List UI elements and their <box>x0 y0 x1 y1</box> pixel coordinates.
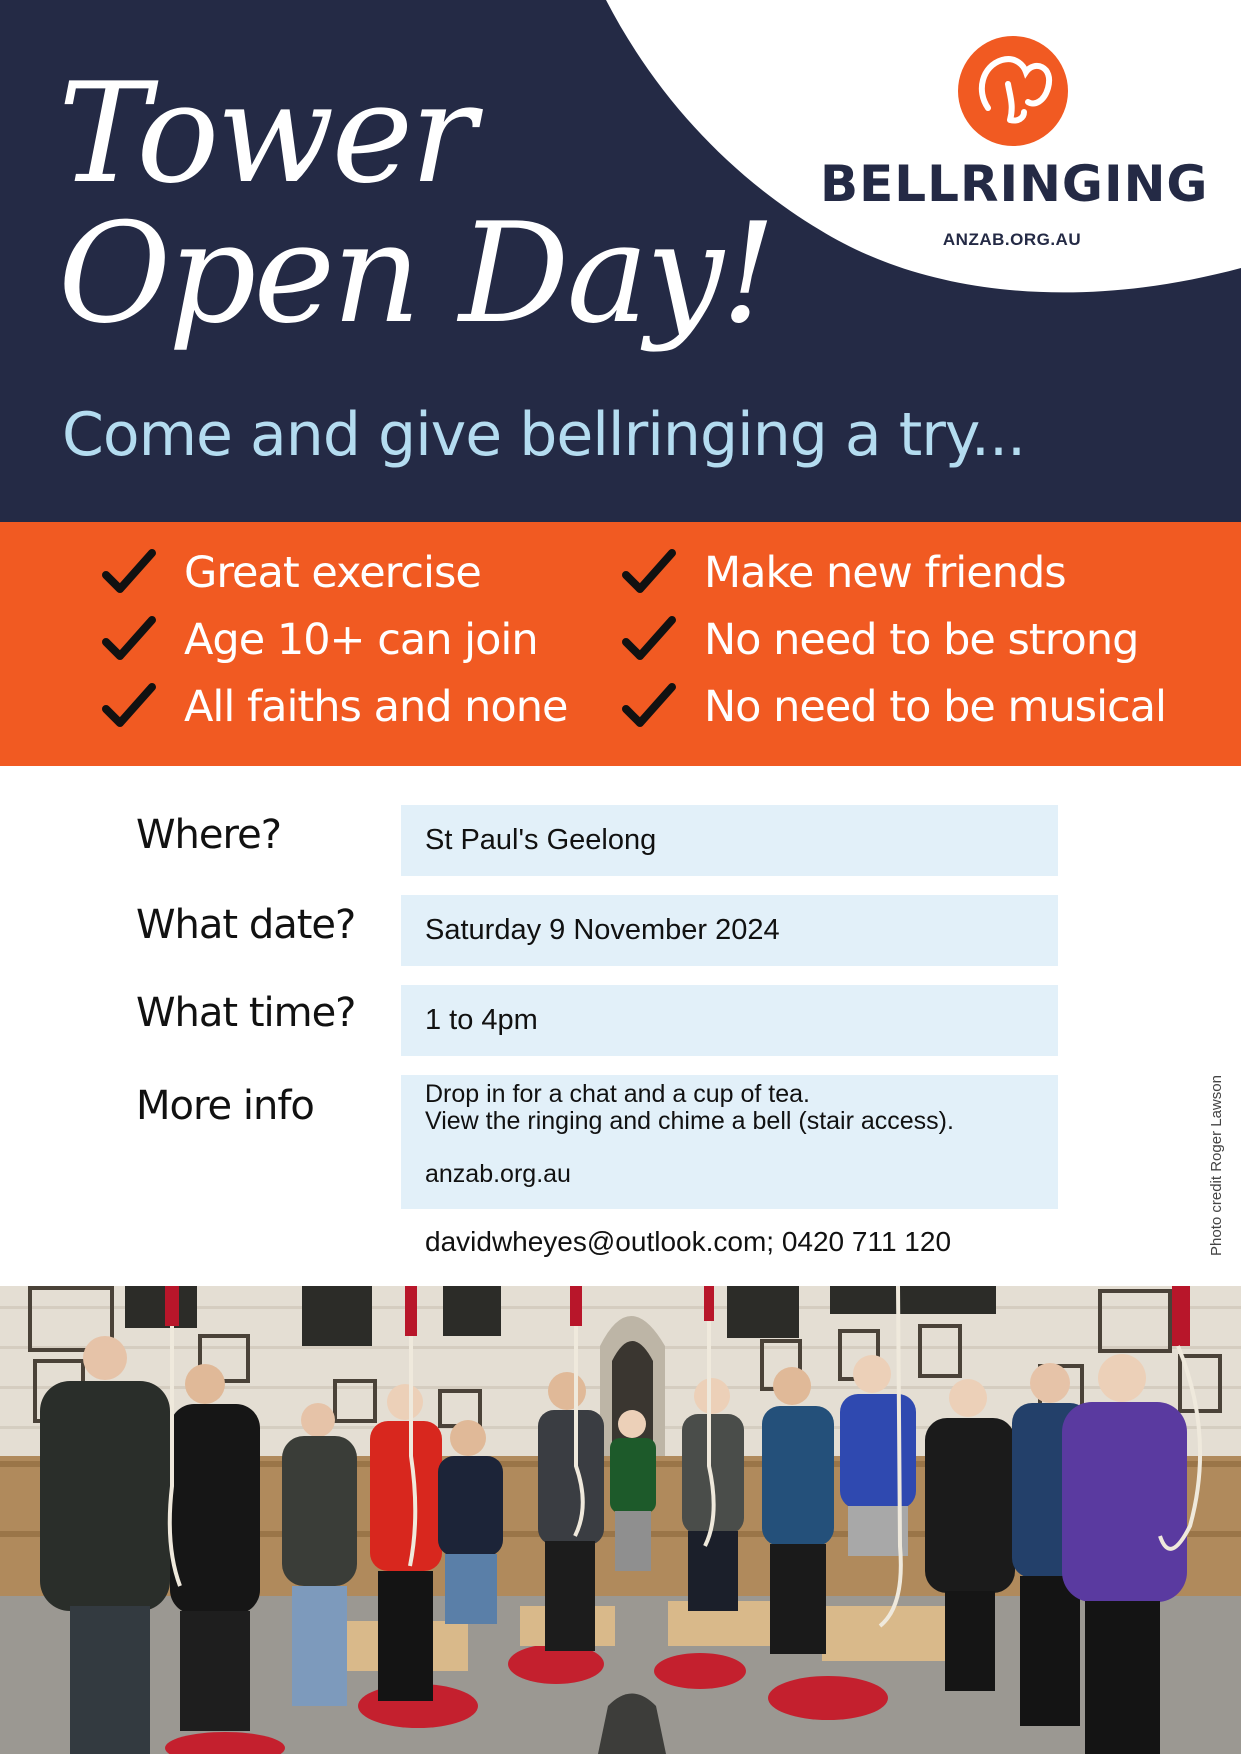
check-icon <box>620 612 676 668</box>
website-link[interactable]: anzab.org.au <box>425 1160 571 1188</box>
check-icon <box>100 612 156 668</box>
benefits-band <box>0 522 1241 766</box>
benefit-item <box>100 674 567 740</box>
ringing-room-photo-image <box>0 1286 1241 1754</box>
more-info-box <box>401 1075 1058 1209</box>
more-info-line: Drop in for a chat and a cup of tea. <box>425 1080 810 1108</box>
bellringing-logo-icon <box>958 36 1068 146</box>
benefit-label: Make new friends <box>704 548 1066 598</box>
group-photo <box>0 1286 1241 1754</box>
benefit-label: No need to be strong <box>704 615 1139 665</box>
check-icon <box>100 679 156 735</box>
benefit-item <box>620 674 1166 740</box>
benefit-item <box>620 607 1138 673</box>
title-line-1: Tower <box>58 53 474 214</box>
benefit-item <box>100 607 538 673</box>
where-label: Where? <box>136 812 281 858</box>
tagline: Come and give bellringing a try... <box>62 400 1026 470</box>
time-value: 1 to 4pm <box>401 985 1058 1056</box>
logo-wordmark: BELLRINGING <box>820 155 1209 213</box>
page-title <box>58 53 774 354</box>
benefit-label: Age 10+ can join <box>184 615 538 665</box>
benefit-item <box>100 540 481 606</box>
bell-icon <box>958 36 1068 146</box>
photo-credit: Photo credit Roger Lawson <box>1208 1075 1225 1256</box>
benefit-label: All faiths and none <box>184 682 568 732</box>
check-icon <box>100 545 156 601</box>
benefit-label: Great exercise <box>184 548 481 598</box>
check-icon <box>620 679 676 735</box>
header-banner <box>0 0 1241 522</box>
date-label: What date? <box>136 902 356 948</box>
date-value: Saturday 9 November 2024 <box>401 895 1058 966</box>
contact-details[interactable]: davidwheyes@outlook.com; 0420 711 120 <box>425 1226 952 1257</box>
check-icon <box>620 545 676 601</box>
time-label: What time? <box>136 990 356 1036</box>
logo-url: ANZAB.ORG.AU <box>942 230 1082 249</box>
benefit-item <box>620 540 1066 606</box>
title-line-2: Open Day! <box>58 193 774 354</box>
more-info-line: View the ringing and chime a bell (stair access). <box>425 1107 954 1135</box>
more-info-label: More info <box>136 1083 314 1129</box>
where-value: St Paul's Geelong <box>401 805 1058 876</box>
benefit-label: No need to be musical <box>704 682 1166 732</box>
